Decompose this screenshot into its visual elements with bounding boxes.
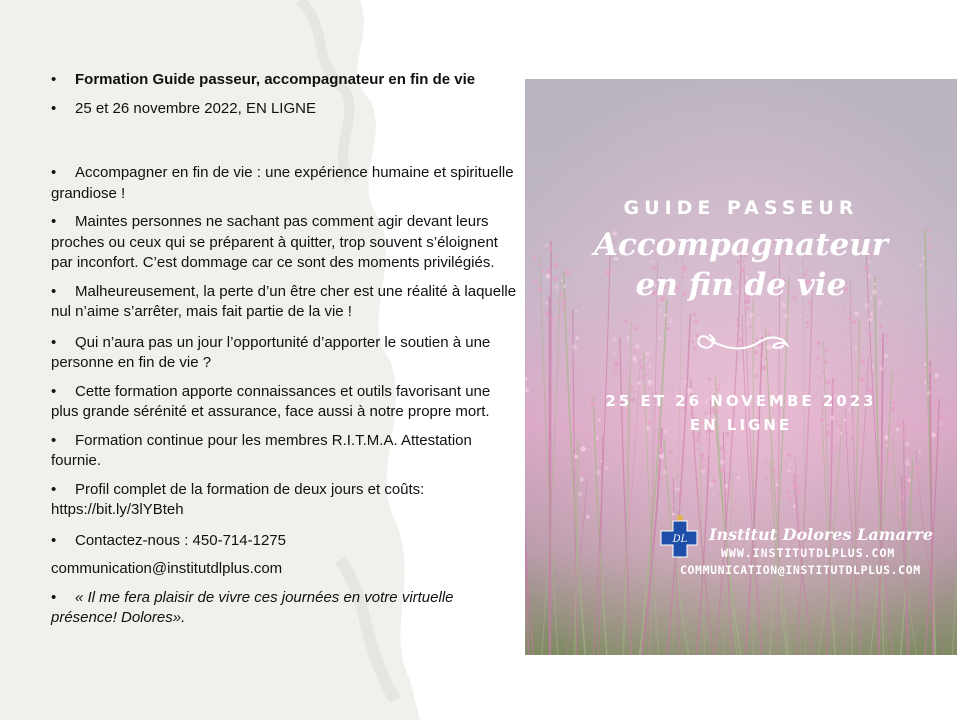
bullet-icon: • bbox=[51, 282, 57, 300]
flourish-ornament-icon bbox=[691, 325, 791, 355]
bullet-icon: • bbox=[51, 71, 57, 88]
bullet-icon: • bbox=[51, 431, 57, 449]
poster-title-line2: en fin de vie bbox=[635, 267, 847, 303]
poster-title-line1: Accompagnateur bbox=[593, 227, 889, 263]
bullet-icon: • bbox=[51, 588, 57, 606]
bullet-icon: • bbox=[51, 531, 57, 549]
bullet-text: Cette formation apporte connaissances et outils favorisant une plus grande sérénité et assurance, face aussi à notre propre mort. bbox=[51, 382, 491, 420]
bullet-icon: • bbox=[51, 213, 57, 230]
bullet-icon: • bbox=[51, 99, 57, 117]
bullet-item bbox=[51, 163, 521, 204]
bullet-text: « Il me fera plaisir de vivre ces journées en votre virtuelle présence! Dolores». bbox=[51, 588, 454, 626]
institute-website: WWW.INSTITUTDLPLUS.COM bbox=[721, 546, 896, 560]
bullet-text: Qui n’aura pas un jour l’opportunité d’apporter le soutien à une personne en fin de vie ? bbox=[51, 333, 491, 371]
bullet-item bbox=[51, 531, 521, 552]
institute-name: Institut Dolores Lamarre bbox=[709, 525, 934, 544]
bullet-item bbox=[51, 333, 521, 374]
plain-line bbox=[51, 559, 521, 580]
bullet-text: Contactez-nous : 450-714-1275 bbox=[75, 531, 286, 549]
bullet-item bbox=[51, 382, 521, 423]
slide-text bbox=[51, 70, 521, 637]
bullet-text: Accompagner en fin de vie : une expérience humaine et spirituelle grandiose ! bbox=[51, 164, 514, 202]
bullet-item bbox=[51, 282, 521, 323]
bullet-text: Formation continue pour les membres R.I.T.M.A. Attestation fournie. bbox=[51, 431, 472, 469]
bullet-icon: • bbox=[51, 333, 57, 351]
bullet-item bbox=[51, 70, 521, 91]
bullet-text: Maintes personnes ne sachant pas comment agir devant leurs proches ou ceux qui se préparent à quitter, trop souvent s’éloignent par inconfort. C’est dommage car ce sont des moments privilégiés. bbox=[51, 213, 498, 271]
event-poster bbox=[525, 79, 957, 655]
bullet-item bbox=[51, 431, 521, 472]
bullet-item bbox=[51, 480, 521, 521]
logo-monogram: DL bbox=[672, 534, 688, 545]
bullet-text: Formation Guide passeur, accompagnateur en fin de vie bbox=[75, 71, 476, 88]
poster-kicker: GUIDE PASSEUR bbox=[623, 197, 859, 219]
institute-email: COMMUNICATION@INSTITUTDLPLUS.COM bbox=[680, 563, 921, 577]
bullet-icon: • bbox=[51, 480, 57, 498]
poster-mode: EN LIGNE bbox=[689, 416, 793, 434]
bullet-item bbox=[51, 588, 521, 629]
bullet-text: communication@institutdlplus.com bbox=[51, 560, 283, 577]
paragraph-gap bbox=[51, 133, 521, 163]
bullet-text: 25 et 26 novembre 2022, EN LIGNE bbox=[75, 99, 316, 117]
poster-dates: 25 ET 26 NOVEMBE 2023 bbox=[605, 392, 877, 410]
bullet-icon: • bbox=[51, 164, 57, 181]
bullet-icon: • bbox=[51, 382, 57, 400]
bullet-text: Malheureusement, la perte d’un être cher est une réalité à laquelle nul n’aime s’arrêter, mais fait partie de la vie ! bbox=[51, 282, 517, 320]
bullet-item bbox=[51, 99, 521, 120]
institute-logo-icon bbox=[658, 514, 702, 558]
bullet-item bbox=[51, 212, 521, 274]
bullet-text: Profil complet de la formation de deux jours et coûts: https://bit.ly/3lYBteh bbox=[51, 480, 425, 518]
